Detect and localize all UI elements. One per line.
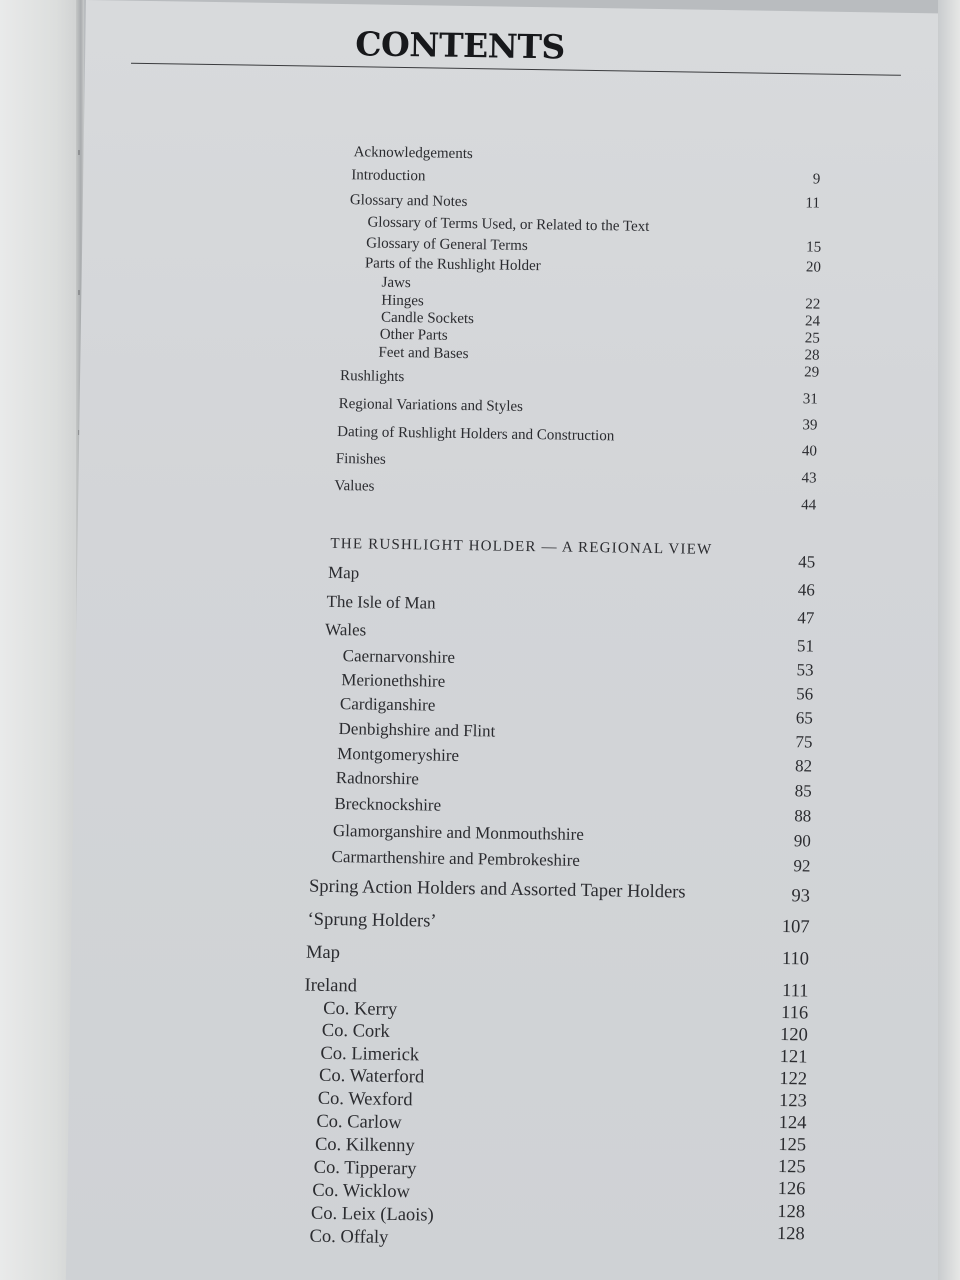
toc-subentry: Co. Leix (Laois) bbox=[310, 1203, 434, 1226]
toc-page-number: 126 bbox=[777, 1179, 806, 1200]
toc-page-number: 47 bbox=[797, 608, 815, 628]
toc-entry: Values bbox=[334, 477, 375, 495]
toc-page-number: 128 bbox=[777, 1202, 806, 1223]
toc-page-number: 111 bbox=[781, 981, 809, 1002]
toc-subentry: Co. Kerry bbox=[323, 998, 398, 1021]
toc-entry: Dating of Rushlight Holders and Construction bbox=[337, 424, 615, 445]
toc-page-number: 29 bbox=[804, 364, 820, 381]
toc-subentry: Montgomeryshire bbox=[337, 744, 460, 765]
right-page-edge bbox=[938, 0, 960, 1280]
toc-page-number: 107 bbox=[781, 917, 810, 938]
toc-page-number: 9 bbox=[812, 171, 821, 188]
toc-page-number: 45 bbox=[798, 552, 816, 572]
toc-page-number: 123 bbox=[778, 1091, 807, 1112]
toc-page-number: 85 bbox=[794, 781, 812, 801]
toc-subsubentry: Feet and Bases bbox=[378, 344, 469, 363]
toc-page-number: 40 bbox=[801, 443, 818, 460]
toc-page-number: 25 bbox=[804, 330, 820, 347]
contents-page bbox=[66, 0, 960, 1280]
toc-subentry: Cardiganshire bbox=[339, 694, 436, 715]
toc-entry: Acknowledgements bbox=[353, 144, 473, 163]
toc-entry: Introduction bbox=[351, 167, 426, 185]
toc-page-number: 120 bbox=[779, 1025, 808, 1046]
toc-page-number: 46 bbox=[797, 580, 815, 600]
toc-page-number: 43 bbox=[801, 470, 817, 487]
toc-subentry: Co. Limerick bbox=[320, 1043, 420, 1066]
toc-subentry: Caernarvonshire bbox=[342, 646, 456, 667]
toc-page-number: 90 bbox=[793, 831, 812, 851]
toc-subentry: Glossary of Terms Used, or Related to the Text bbox=[367, 214, 650, 235]
toc-entry: Map bbox=[327, 562, 360, 583]
toc-subsubentry: Hinges bbox=[381, 292, 424, 310]
toc-page-number: 51 bbox=[796, 636, 815, 656]
toc-page-number: 116 bbox=[780, 1003, 809, 1024]
toc-subsubentry: Jaws bbox=[381, 274, 411, 292]
toc-entry: ‘Sprung Holders’ bbox=[307, 909, 437, 932]
toc-subentry: Co. Wicklow bbox=[312, 1180, 411, 1203]
toc-entry: Ireland bbox=[304, 975, 358, 997]
toc-entry: Map bbox=[305, 942, 341, 964]
toc-subentry: Co. Cork bbox=[321, 1020, 390, 1042]
toc-page-number: 125 bbox=[778, 1135, 807, 1156]
toc-subsubentry: Other Parts bbox=[379, 326, 448, 344]
toc-entry: Spring Action Holders and Assorted Taper Holders bbox=[308, 876, 686, 903]
toc-subentry: Glamorganshire and Monmouthshire bbox=[332, 820, 584, 844]
toc-subentry: Co. Waterford bbox=[318, 1065, 425, 1088]
toc-page-number: 39 bbox=[802, 417, 818, 434]
toc-page-number: 82 bbox=[794, 756, 813, 776]
binding-stitch bbox=[78, 290, 80, 295]
toc-subentry: Radnorshire bbox=[335, 768, 420, 789]
toc-page-number: 44 bbox=[801, 497, 817, 514]
toc-page-number: 88 bbox=[794, 806, 812, 826]
toc-page-number: 122 bbox=[779, 1069, 808, 1090]
toc-entry: Finishes bbox=[335, 450, 386, 468]
toc-subentry: Merionethshire bbox=[341, 670, 446, 691]
toc-subentry: Co. Kilkenny bbox=[314, 1134, 415, 1157]
toc-page-number: 65 bbox=[795, 708, 813, 728]
toc-section-heading: THE RUSHLIGHT HOLDER — A REGIONAL VIEW bbox=[330, 535, 713, 558]
toc-page-number: 124 bbox=[778, 1113, 807, 1134]
toc-subentry: Glossary of General Terms bbox=[366, 235, 528, 254]
toc-subentry: Co. Tipperary bbox=[313, 1157, 417, 1180]
toc-subentry: Carmarthenshire and Pembrokeshire bbox=[331, 846, 581, 870]
toc-page-number: 53 bbox=[796, 660, 814, 680]
toc-subentry: Co. Carlow bbox=[316, 1111, 402, 1134]
toc-page-number: 56 bbox=[796, 684, 814, 704]
toc-subentry: Co. Offaly bbox=[309, 1226, 389, 1248]
toc-page-number: 110 bbox=[781, 949, 810, 970]
toc-subentry: Denbighshire and Flint bbox=[338, 719, 496, 741]
toc-subentry: Co. Wexford bbox=[317, 1088, 413, 1111]
binding-stitch bbox=[78, 150, 80, 155]
toc-page-number: 24 bbox=[804, 313, 821, 330]
toc-entry: Glossary and Notes bbox=[349, 192, 468, 211]
toc-subsubentry: Candle Sockets bbox=[380, 309, 475, 328]
toc-page-number: 125 bbox=[777, 1157, 806, 1178]
toc-subentry: Brecknockshire bbox=[334, 794, 442, 815]
toc-page-number: 15 bbox=[806, 239, 822, 256]
page-title: CONTENTS bbox=[355, 24, 566, 67]
toc-page-number: 20 bbox=[805, 259, 822, 276]
toc-entry: Regional Variations and Styles bbox=[338, 396, 524, 415]
toc-page-number: 128 bbox=[776, 1224, 805, 1245]
toc-page-number: 11 bbox=[805, 195, 821, 212]
toc-page-number: 31 bbox=[802, 391, 818, 408]
toc-page-number: 93 bbox=[791, 886, 811, 907]
toc-subentry: Parts of the Rushlight Holder bbox=[364, 255, 541, 275]
toc-entry: Wales bbox=[324, 619, 367, 640]
toc-page-number: 121 bbox=[779, 1047, 808, 1068]
toc-page-number: 75 bbox=[795, 732, 813, 752]
toc-entry: The Isle of Man bbox=[326, 591, 436, 613]
toc-page-number: 22 bbox=[805, 296, 821, 313]
toc-entry: Rushlights bbox=[339, 368, 405, 386]
toc-page-number: 92 bbox=[793, 856, 811, 876]
toc-page-number: 28 bbox=[804, 347, 820, 364]
